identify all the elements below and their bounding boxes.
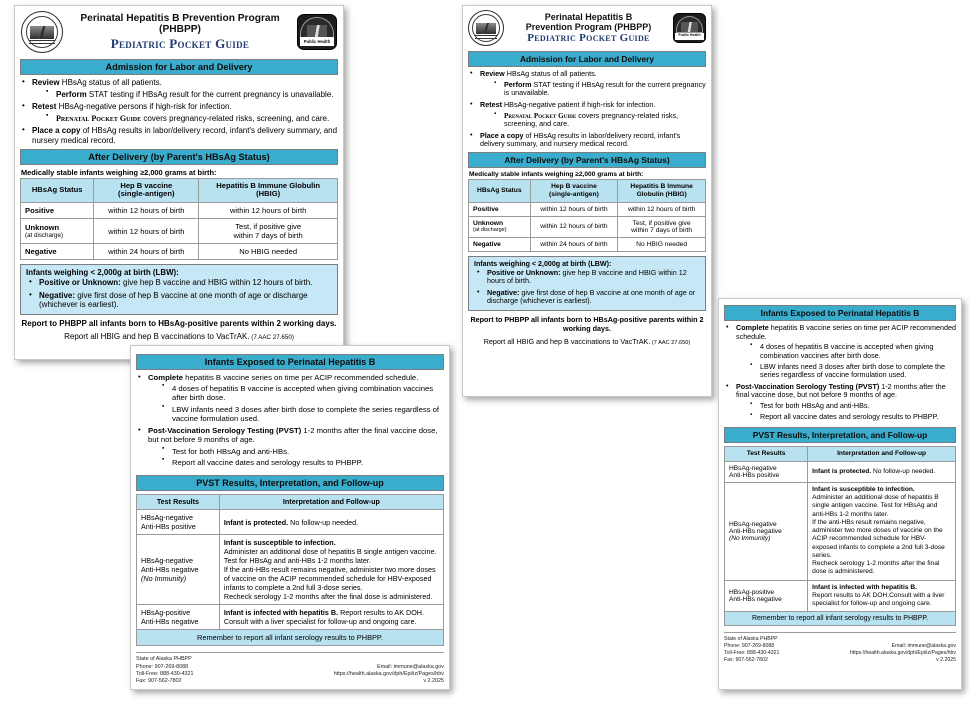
th-interpretation: Interpretation and Follow-up — [808, 447, 956, 462]
table-header-row — [137, 495, 444, 510]
table-row — [725, 482, 956, 580]
table-row — [21, 219, 338, 244]
list-item: ▪ 4 doses of hepatitis B vaccine is accepted when giving combination vaccines after birth dose. — [162, 384, 444, 402]
footer — [724, 632, 956, 664]
th-interpretation: Interpretation and Follow-up — [219, 495, 443, 510]
list-item: • Complete hepatitis B vaccine series on time per ACIP recommended schedule. ▪ 4 doses of hepatitis B vaccine is accepted when giving combination vaccines after birth dose. ▪ LBW infants need 3 doses after birth dose to complete the series regardless of vaccine formulation used. — [137, 373, 444, 423]
footer-links — [334, 656, 444, 685]
alaska-public-health-logo-icon — [297, 14, 337, 50]
cell-hbig: Test, if positive give within 7 days of birth — [618, 216, 706, 237]
footer-tollfree: Toll-Free: 888-430-4321 — [136, 670, 194, 677]
footer-links — [850, 636, 956, 664]
cell-vaccine: within 12 hours of birth — [530, 202, 618, 216]
cell-test-result: HBsAg-positive Anti-HBs negative — [137, 605, 220, 630]
list-item: • Post-Vaccination Serology Testing (PVST) 1-2 months after the final vaccine dose, but not before 9 months of age. ▪ Test for both HBsAg and anti-HBs. ▪ Report all vaccine dates and serology results to PHBPP. — [725, 383, 956, 422]
list-item: • Negative: give first dose of hep B vaccine at one month of age or discharge (whichever is earliest). — [28, 291, 332, 310]
footer-contact — [724, 636, 779, 664]
footer-org: State of Alaska PHBPP — [724, 636, 778, 643]
pvst-remember-note: Remember to report all infant serology results to PHBPP. — [724, 612, 956, 626]
footer-email[interactable]: Email: immune@alaska.gov — [377, 663, 444, 670]
cell-test-result: HBsAg-negative Anti-HBs positive — [137, 510, 220, 535]
cell-vaccine: within 12 hours of birth — [94, 203, 199, 219]
table-row — [725, 580, 956, 612]
list-item: ▪ Prenatal Pocket Guide covers pregnancy-related risks, screening, and care. — [46, 114, 338, 124]
cell-interpretation: Infant is infected with hepatitis B. Report results to AK DOH.Consult with a liver specialist for follow-up and ongoing care. — [808, 580, 956, 612]
table-row — [469, 216, 706, 237]
section-bar-exposed: Infants Exposed to Perinatal Hepatitis B — [724, 305, 956, 321]
list-item: ▪ Report all vaccine dates and serology results to PHBPP. — [750, 413, 956, 422]
section-bar-admission: Admission for Labor and Delivery — [468, 51, 706, 67]
table-row — [137, 535, 444, 605]
public-health-logo-label: Public Health — [300, 37, 335, 46]
section-bar-after-delivery: After Delivery (by Parent's HBsAg Status) — [20, 149, 338, 165]
list-item: ▪ LBW infants need 3 doses after birth dose to complete the series regardless of vaccine formulation used. — [162, 405, 444, 423]
lbw-callout — [468, 256, 706, 312]
th-hbig: Hepatitis B Immune Globulin (HBIG) — [199, 178, 338, 202]
list-item: • Retest HBsAg-negative persons if high-risk for infection. ▪ Prenatal Pocket Guide covers pregnancy-related risks, screening, and care. — [21, 102, 338, 123]
footer-email[interactable]: Email: immune@alaska.gov — [891, 643, 956, 650]
cell-interpretation: Infant is infected with hepatitis B. Report results to AK DOH. Consult with a liver specialist for follow-up and ongoing care. — [219, 605, 443, 630]
list-item: ▪ Test for both HBsAg and anti-HBs. — [162, 447, 444, 456]
th-test-results: Test Results — [137, 495, 220, 510]
footer-version: v 2.2025 — [936, 657, 956, 664]
list-item: ▪ Prenatal Pocket Guide covers pregnancy-related risks, screening, and care. — [494, 112, 706, 129]
list-item: ▪ Perform STAT testing if HBsAg result for the current pregnancy is unavailable. — [46, 90, 338, 100]
cell-interpretation: Infant is protected. No follow-up needed. — [219, 510, 443, 535]
cell-status: Positive — [21, 203, 94, 219]
footer-phone: Phone: 907-269-8088 — [136, 663, 189, 670]
lbw-callout — [20, 264, 338, 315]
report-phbpp-note: Report to PHBPP all infants born to HBsAg-positive parents within 2 working days. — [21, 318, 337, 328]
vactrak-note: Report all HBIG and hep B vaccinations to VacTrAK. (7 AAC 27.650) — [64, 331, 294, 341]
public-health-logo-label: Public Health — [675, 33, 704, 40]
table-row — [725, 461, 956, 482]
footer-org: State of Alaska PHBPP — [136, 656, 192, 663]
section-bar-exposed: Infants Exposed to Perinatal Hepatitis B — [136, 354, 444, 370]
footer-url[interactable]: https://health.alaska.gov/dph/Epi/iz/Pages/hbv — [849, 650, 956, 657]
footer-fax: Fax: 907-562-7802 — [724, 657, 768, 664]
list-item: ▪ 4 doses of hepatitis B vaccine is accepted when giving combination vaccines after birth dose. — [750, 343, 956, 360]
cell-hbig: Test, if positive give within 7 days of birth — [199, 219, 338, 244]
list-item: • Review HBsAg status of all patients. ▪ Perform STAT testing if HBsAg result for the current pregnancy is unavailable. — [21, 78, 338, 99]
cell-status: Unknown (at discharge) — [469, 216, 531, 237]
section-bar-after-delivery: After Delivery (by Parent's HBsAg Status) — [468, 152, 706, 168]
cell-test-result: HBsAg-negative Anti-HBs negative (No Immunity) — [137, 535, 220, 605]
program-title-line1: Perinatal Hepatitis B — [544, 11, 633, 22]
list-item: ▪ Perform STAT testing if HBsAg result for the current pregnancy is unavailable. — [494, 81, 706, 98]
table-row — [469, 237, 706, 251]
th-vaccine: Hep B vaccine (single-antigen) — [94, 178, 199, 202]
exposed-list — [137, 373, 444, 467]
vactrak-note: Report all HBIG and hep B vaccinations to VacTrAK. (7 AAC 27.650) — [483, 337, 691, 347]
lbw-list — [476, 269, 700, 307]
cell-status: Unknown (at discharge) — [21, 219, 94, 244]
footer-phone: Phone: 907-269-8088 — [724, 643, 775, 650]
pocket-guide-card-front-narrow[interactable] — [462, 5, 712, 397]
cell-hbig: within 12 hours of birth — [199, 203, 338, 219]
table-row — [469, 202, 706, 216]
footer-fax: Fax: 907-562-7802 — [136, 678, 182, 685]
th-vaccine: Hep B vaccine (single-antigen) — [530, 180, 618, 202]
footer-version: v 2.2025 — [423, 678, 444, 685]
cell-hbig: No HBIG needed — [199, 244, 338, 260]
cell-test-result: HBsAg-negative Anti-HBs positive — [725, 461, 808, 482]
cell-vaccine: within 12 hours of birth — [530, 216, 618, 237]
exposed-list — [725, 324, 956, 421]
guide-title: Pediatric Pocket Guide — [527, 31, 650, 44]
list-item: ▪ Test for both HBsAg and anti-HBs. — [750, 402, 956, 411]
cell-hbig: within 12 hours of birth — [618, 202, 706, 216]
admission-list — [21, 78, 338, 146]
section-bar-admission: Admission for Labor and Delivery — [20, 59, 338, 75]
cell-status: Negative — [21, 244, 94, 260]
section-bar-pvst: PVST Results, Interpretation, and Follow-up — [136, 475, 444, 491]
list-item: • Post-Vaccination Serology Testing (PVST) 1-2 months after the final vaccine dose, but not before 9 months of age. ▪ Test for both HBsAg and anti-HBs. ▪ Report all vaccine dates and serology results to PHBPP. — [137, 426, 444, 467]
list-item: ▪ Report all vaccine dates and serology results to PHBPP. — [162, 458, 444, 467]
table-row — [21, 203, 338, 219]
pvst-table — [724, 446, 956, 612]
th-status: HBsAg Status — [469, 180, 531, 202]
footer-url[interactable]: https://health.alaska.gov/dph/Epi/iz/Pages/hbv — [333, 670, 444, 677]
table-header-row — [469, 180, 706, 202]
list-item: • Positive or Unknown: give hep B vaccine and HBIG within 12 hours of birth. — [28, 278, 332, 288]
pocket-guide-card-back-narrow[interactable] — [718, 298, 962, 690]
footer — [136, 652, 444, 685]
pvst-remember-note: Remember to report all infant serology results to PHBPP. — [136, 630, 444, 646]
list-item: ▪ LBW infants need 3 doses after birth dose to complete the series regardless of vaccine formulation used. — [750, 363, 956, 380]
pvst-table — [136, 494, 444, 630]
lbw-title: Infants weighing < 2,000g at birth (LBW): — [26, 268, 179, 277]
th-test-results: Test Results — [725, 447, 808, 462]
footer-tollfree: Toll-Free: 888-430-4321 — [724, 650, 780, 657]
pocket-guide-card-front-wide[interactable] — [14, 5, 344, 360]
cell-vaccine: within 24 hours of birth — [530, 237, 618, 251]
cell-vaccine: within 12 hours of birth — [94, 219, 199, 244]
lbw-list — [28, 278, 332, 310]
state-of-alaska-seal-icon — [468, 10, 504, 46]
table-header-row — [21, 178, 338, 202]
lbw-title: Infants weighing < 2,000g at birth (LBW): — [474, 259, 612, 268]
card-header — [15, 6, 343, 56]
header-text — [508, 12, 669, 44]
cell-test-result: HBsAg-negative Anti-HBs negative (No Immunity) — [725, 482, 808, 580]
cell-hbig: No HBIG needed — [618, 237, 706, 251]
list-item: • Place a copy of HBsAg results in labor/delivery record, infant's delivery summary, and nursery medical record. — [469, 132, 706, 149]
after-delivery-table — [468, 179, 706, 251]
alaska-public-health-logo-icon — [673, 13, 706, 43]
th-hbig: Hepatitis B Immune Globulin (HBIG) — [618, 180, 706, 202]
table-row — [137, 605, 444, 630]
list-item: • Positive or Unknown: give hep B vaccine and HBIG within 12 hours of birth. — [476, 269, 700, 286]
program-title-line2: Prevention Program (PHBPP) — [525, 21, 652, 32]
after-delivery-caption: Medically stable infants weighing ≥2,000 grams at birth: — [21, 167, 217, 177]
report-phbpp-note: Report to PHBPP all infants born to HBsAg-positive parents within 2 working days. — [470, 315, 704, 334]
footer-contact — [136, 656, 194, 685]
table-header-row — [725, 447, 956, 462]
guide-title: Pediatric Pocket Guide — [110, 35, 250, 51]
cell-vaccine: within 24 hours of birth — [94, 244, 199, 260]
list-item: • Place a copy of HBsAg results in labor/delivery record, infant's delivery summary, and nursery medical record. — [21, 126, 338, 145]
program-title: Perinatal Hepatitis B Prevention Program (PHBPP) — [80, 12, 280, 36]
cell-interpretation: Infant is protected. No follow-up needed. — [808, 461, 956, 482]
list-item: • Negative: give first dose of hep B vaccine at one month of age or discharge (whichever is earliest). — [476, 289, 700, 306]
header-text — [68, 13, 292, 51]
th-status: HBsAg Status — [21, 178, 94, 202]
list-item: • Retest HBsAg-negative patient if high-risk for infection. ▪ Prenatal Pocket Guide covers pregnancy-related risks, screening, and care. — [469, 101, 706, 129]
cell-test-result: HBsAg-positive Anti-HBs negative — [725, 580, 808, 612]
after-delivery-caption: Medically stable infants weighing ≥2,000 grams at birth: — [469, 171, 644, 179]
table-row — [137, 510, 444, 535]
section-bar-pvst: PVST Results, Interpretation, and Follow-up — [724, 427, 956, 443]
list-item: • Complete hepatitis B vaccine series on time per ACIP recommended schedule. ▪ 4 doses of hepatitis B vaccine is accepted when giving combination vaccines after birth dose. ▪ LBW infants need 3 doses after birth dose to complete the series regardless of vaccine formulation used. — [725, 324, 956, 380]
cell-interpretation: Infant is susceptible to infection. Administer an additional dose of hepatitis B single antigen vaccine. Test for HBsAg and anti-HBs 1-2 months later. If the anti-HBs result remains negative, administer two more doses of vaccine on the ACIP recommended schedule for HBV-exposed infants to complete a 2nd full 3-dose series. Recheck serology 1-2 months after the final dose is administered. — [219, 535, 443, 605]
after-delivery-table — [20, 178, 338, 260]
cell-status: Positive — [469, 202, 531, 216]
pocket-guide-card-back-wide[interactable] — [130, 345, 450, 690]
list-item: • Review HBsAg status of all patients. ▪ Perform STAT testing if HBsAg result for the current pregnancy is unavailable. — [469, 70, 706, 98]
admission-list — [469, 70, 706, 149]
state-of-alaska-seal-icon — [21, 11, 63, 53]
card-header — [463, 6, 711, 48]
cell-status: Negative — [469, 237, 531, 251]
cell-interpretation: Infant is susceptible to infection. Administer an additional dose of hepatitis B single antigen vaccine. Test for HBsAg and anti-HBs 1-2 months later. If the anti-HBs result remains negative, administer two more doses of vaccine on the ACIP recommended schedule for HBV-exposed infants to complete a 2nd full 3-dose series. Recheck serology 1-2 months after the final dose is administered. — [808, 482, 956, 580]
table-row — [21, 244, 338, 260]
